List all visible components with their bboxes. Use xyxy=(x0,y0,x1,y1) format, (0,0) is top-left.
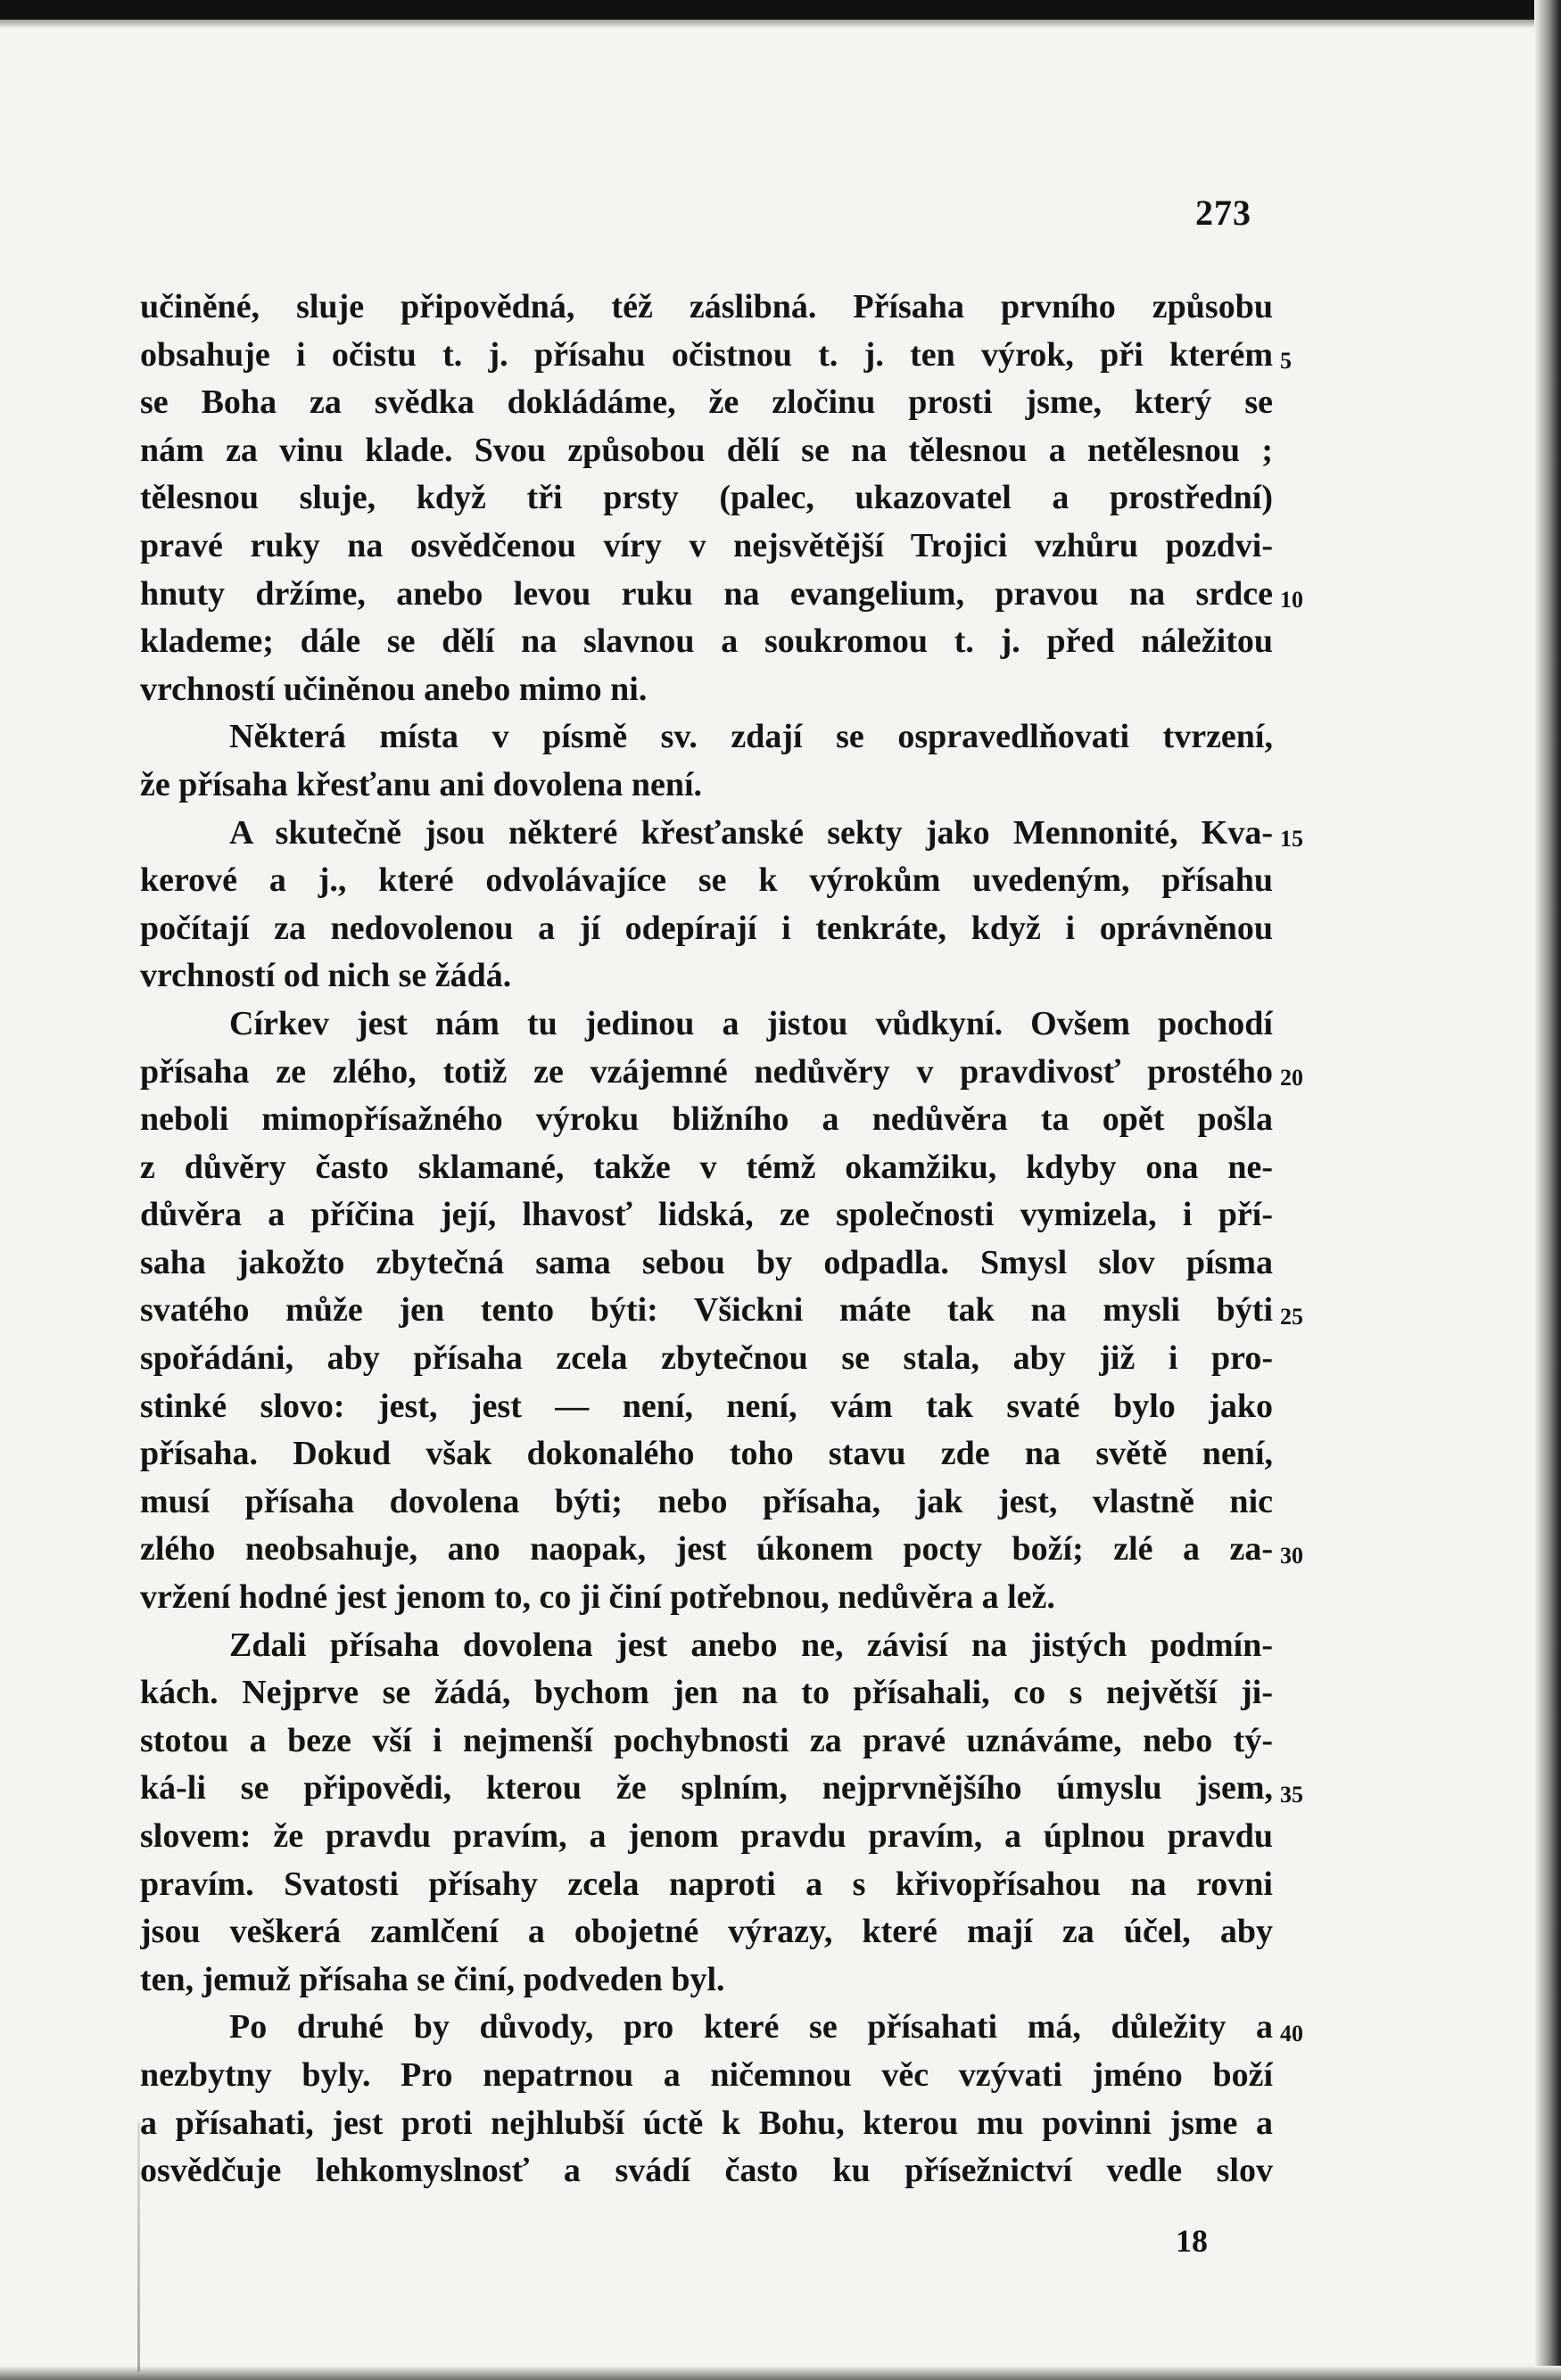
text-line: z důvěry často sklamané, takže v témž okamžiku, kdyby ona ne- xyxy=(140,1148,1273,1186)
margin-line-number: 15 xyxy=(1280,825,1303,852)
text-line: spořádáni, aby přísaha zcela zbytečnou se stala, aby již i pro- xyxy=(140,1339,1273,1378)
margin-line-number: 30 xyxy=(1280,1542,1303,1569)
text-line: počítají za nedovolenou a jí odepírají i tenkráte, když i oprávněnou xyxy=(140,909,1273,947)
text-line: pravím. Svatosti přísahy zcela naproti a s křivopřísahou na rovni xyxy=(140,1865,1273,1903)
text-line: tělesnou sluje, když tři prsty (palec, ukazovatel a prostřední) xyxy=(140,479,1273,517)
text-line: vrchností učiněnou anebo mimo ni. xyxy=(140,670,648,708)
scan-top-shadow xyxy=(0,20,1561,29)
text-line: obsahuje i očistu t. j. přísahu očistnou t. j. ten výrok, při kterém xyxy=(140,335,1273,374)
text-line: hnuty držíme, anebo levou ruku na evangelium, pravou na srdce xyxy=(140,574,1273,613)
text-line: svatého může jen tento býti: Všickni máte tak na mysli býti xyxy=(140,1291,1273,1330)
margin-line-number: 40 xyxy=(1280,2020,1303,2046)
scan-bottom-edge xyxy=(0,2366,1561,2380)
text-line: přísaha. Dokud však dokonalého toho stavu zde na světě není, xyxy=(140,1435,1273,1473)
margin-line-number: 20 xyxy=(1280,1064,1303,1091)
text-line: jsou veškerá zamlčení a obojetné výrazy, které mají za účel, aby xyxy=(140,1913,1273,1951)
text-line: že přísaha křesťanu ani dovolena není. xyxy=(140,765,703,803)
text-line: saha jakožto zbytečná sama sebou by odpadla. Smysl slov písma xyxy=(140,1243,1273,1281)
text-line: nezbytny byly. Pro nepatrnou a ničemnou věc vzývati jméno boží xyxy=(140,2055,1273,2094)
text-line: nám za vinu klade. Svou způsobou dělí se na tělesnou a netělesnou ; xyxy=(140,431,1273,469)
margin-line-number: 10 xyxy=(1280,586,1303,613)
text-line: klademe; dále se dělí na slavnou a soukromou t. j. před náležitou xyxy=(140,622,1273,661)
text-line: Církev jest nám tu jedinou a jistou vůdkyní. Ovšem pochodí xyxy=(229,1004,1273,1042)
body-text xyxy=(140,284,1273,2195)
text-line: se Boha za svědka dokládáme, že zločinu prosti jsme, který se xyxy=(140,383,1273,422)
text-line: učiněné, sluje připovědná, též záslibná. Přísaha prvního způsobu xyxy=(140,288,1273,325)
text-line: důvěra a příčina její, lhavosť lidská, ze společnosti vymizela, i pří- xyxy=(140,1196,1273,1234)
text-line: slovem: že pravdu pravím, a jenom pravdu pravím, a úplnou pravdu xyxy=(140,1817,1273,1855)
text-line: pravé ruky na osvědčenou víry v nejsvětější Trojici vzhůru pozdvi- xyxy=(140,526,1273,564)
signature-mark: 18 xyxy=(1176,2223,1208,2259)
text-line: stotou a beze vší i nejmenší pochybnosti za pravé uznáváme, nebo tý- xyxy=(140,1721,1273,1759)
margin-line-number: 5 xyxy=(1280,347,1292,374)
text-line: Některá místa v písmě sv. zdají se ospravedlňovati tvrzení, xyxy=(229,718,1273,756)
text-line: neboli mimopřísažného výroku bližního a nedůvěra ta opět pošla xyxy=(140,1100,1273,1139)
page-number: 273 xyxy=(1195,193,1251,233)
text-line: kách. Nejprve se žádá, bychom jen na to přísahali, co s největší ji- xyxy=(140,1674,1273,1712)
text-line: ká-li se připovědi, kterou že splním, nejprvnějšího úmyslu jsem, xyxy=(140,1769,1273,1808)
margin-line-number: 25 xyxy=(1280,1303,1303,1330)
margin-line-number: 35 xyxy=(1280,1781,1303,1808)
text-line: a přísahati, jest proti nejhlubší úctě k Bohu, kterou mu povinni jsme a xyxy=(140,2104,1273,2142)
text-line: ten, jemuž přísaha se činí, podveden byl. xyxy=(140,1960,725,1998)
text-line: A skutečně jsou některé křesťanské sekty jako Mennonité, Kva- xyxy=(229,813,1273,852)
text-line: stinké slovo: jest, jest — není, není, vám tak svaté bylo jako xyxy=(140,1387,1273,1425)
text-line: přísaha ze zlého, totiž ze vzájemné nedůvěry v pravdivosť prostého xyxy=(140,1052,1273,1091)
text-line: Zdali přísaha dovolena jest anebo ne, závisí na jistých podmín- xyxy=(229,1626,1273,1664)
scan-top-edge xyxy=(0,0,1561,20)
text-line: kerové a j., které odvolávajíce se k výrokům uvedeným, přísahu xyxy=(140,861,1273,900)
text-line: zlého neobsahuje, ano naopak, jest úkonem pocty boží; zlé a za- xyxy=(140,1530,1273,1569)
text-line: vrchností od nich se žádá. xyxy=(140,957,512,995)
text-line: osvědčuje lehkomyslnosť a svádí často ku přísežnictví vedle slov xyxy=(140,2152,1273,2190)
text-line: Po druhé by důvody, pro které se přísahati má, důležity a xyxy=(229,2008,1273,2046)
text-line: musí přísaha dovolena býti; nebo přísaha, jak jest, vlastně nic xyxy=(140,1482,1273,1520)
text-line: vržení hodné jest jenom to, co ji činí potřebnou, nedůvěra a lež. xyxy=(140,1578,1055,1617)
scan-right-edge xyxy=(1534,0,1561,2380)
